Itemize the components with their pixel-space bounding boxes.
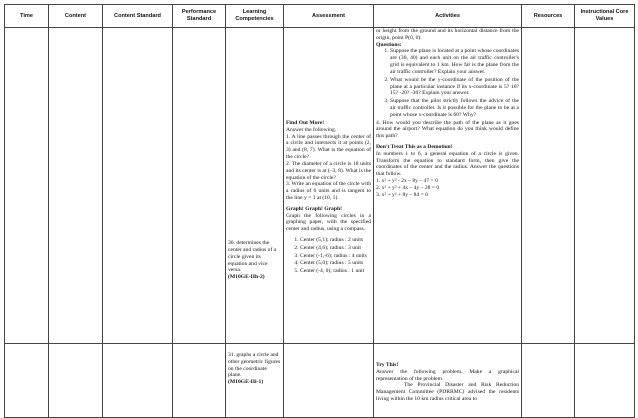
demotion-intro: In numbers 1 to 6, a general equation of a circle is given. Transform the equation to standard form, then give the coordinates of the center and the radius. Answer the questions that follow.	[376, 150, 519, 178]
table-row	[5, 28, 635, 344]
competency-cell	[226, 28, 284, 344]
find-out-title: Find Out More!	[286, 120, 325, 126]
performance-standard-cell	[173, 28, 226, 344]
questions-list	[376, 48, 519, 118]
find-out-intro: Answer the following.	[286, 126, 337, 133]
equation: 2. x² + y² + 4x – 4y – 28 = 0	[376, 184, 440, 191]
content-cell	[49, 28, 103, 344]
competency-text: 30. determines the center and radius of a circle given its equation and vice versa.	[228, 240, 277, 274]
table-row	[5, 344, 635, 418]
try-title: Try This!	[376, 362, 399, 368]
activities-cell	[374, 28, 522, 344]
list-item: 4. Center (5,0); radius : 5 units	[300, 260, 371, 267]
list-item: 1. Suppose the plane is located at a point whose coordinates are (30, 40) and each unit on the air traffic controller's grid is equivalent to 1 km. How far is the plane from the air traffic controller? Explain your answer.	[390, 48, 519, 75]
header-row	[5, 5, 635, 28]
curriculum-table	[4, 4, 635, 418]
header-performance-standard: Performance Standard	[173, 5, 226, 28]
try-body: The Provincial Disaster and Risk Reduction Management Committee (PDRRMC) advised the residents living within the 10 km radius critical area to	[376, 382, 519, 403]
list-item: 3. Suppose that the pilot strictly follows the advice of the air traffic controller. Is it possible for the plane to be at a point whose x-coordinate is 60? Why?	[390, 98, 519, 118]
core-values-cell	[575, 344, 635, 418]
header-content: Content	[49, 5, 103, 28]
assessment-cell	[284, 28, 374, 344]
content-standard-cell	[103, 344, 173, 418]
header-instructional-core-values: Instructional Core Values	[575, 5, 635, 28]
list-item: 3. Center (-1,-6); radius : 4 units	[300, 253, 371, 260]
core-values-cell	[575, 28, 635, 344]
competency-text: 31. graphs a circle and other geometric figures on the coordinate plane.	[228, 352, 281, 379]
try-intro: Answer the following problem. Make a graphical representation of the problem.	[376, 368, 519, 382]
header-content-standard: Content Standard	[103, 5, 173, 28]
time-cell	[5, 28, 49, 344]
header-learning-competencies: Learning Competencies	[226, 5, 284, 28]
assessment-cell	[284, 344, 374, 418]
find-out-item: 3. Write an equation of the circle with a radius of 6 units and is tangent to the line y = 1 at (10, 1).	[286, 181, 371, 201]
list-item: 1. Center (5,1); radius : 2 units	[300, 237, 371, 244]
header-resources: Resources	[522, 5, 575, 28]
activities-top-text: or height from the ground and its horizontal distance from the origin, point P(0, 0).	[376, 28, 519, 41]
list-item: 2. What would be the y-coordinate of the position of the plane at a particular instance if its x-coordinate is 5? 10? 15? -20? -30? Explain your answer.	[390, 77, 519, 97]
graph-intro: Graph the following circles in a graphing paper, with the specified center and radius, using a compass.	[286, 212, 371, 233]
list-item: 5. Center (-4, 0); radius : 1 unit	[300, 268, 371, 275]
questions-title: Questions:	[376, 41, 402, 48]
competency-code: (M10GE-IIh-2)	[228, 274, 265, 281]
equation: 3. x² + y² + 8y – 84 = 0	[376, 191, 428, 198]
graph-title: Graph! Graph! Graph!	[286, 205, 342, 212]
competency-cell	[226, 344, 284, 418]
content-standard-cell	[103, 28, 173, 344]
find-out-item: 1. A line passes through the center of a circle and intersects it at points (2, 3) and (8, 7). What is the equation of the circle?	[286, 133, 371, 161]
question-4: 4. How would you describe the path of the plane as it goes around the airport? What equation do you think would define this path?	[376, 119, 519, 140]
find-out-item: 2. The diameter of a circle is 18 units and its center is at (–3, 8). What is the equation of the circle?	[286, 160, 371, 181]
header-assessment: Assessment	[284, 5, 374, 28]
list-item: 2. Center (4,6); radius : 3 unit	[300, 245, 371, 252]
header-activities: Activities	[374, 5, 522, 28]
resources-cell	[522, 28, 575, 344]
activities-cell	[374, 344, 522, 418]
performance-standard-cell	[173, 344, 226, 418]
demotion-title: Don't Treat This as a Demotion!	[376, 144, 453, 150]
competency-code: (M10GE-IIi-1)	[228, 379, 264, 386]
graph-list	[286, 237, 371, 275]
resources-cell	[522, 344, 575, 418]
equation: 1. x² + y² - 2x – 8y – 47 = 0	[376, 178, 438, 185]
header-time: Time	[5, 5, 49, 28]
time-cell	[5, 344, 49, 418]
content-cell	[49, 344, 103, 418]
